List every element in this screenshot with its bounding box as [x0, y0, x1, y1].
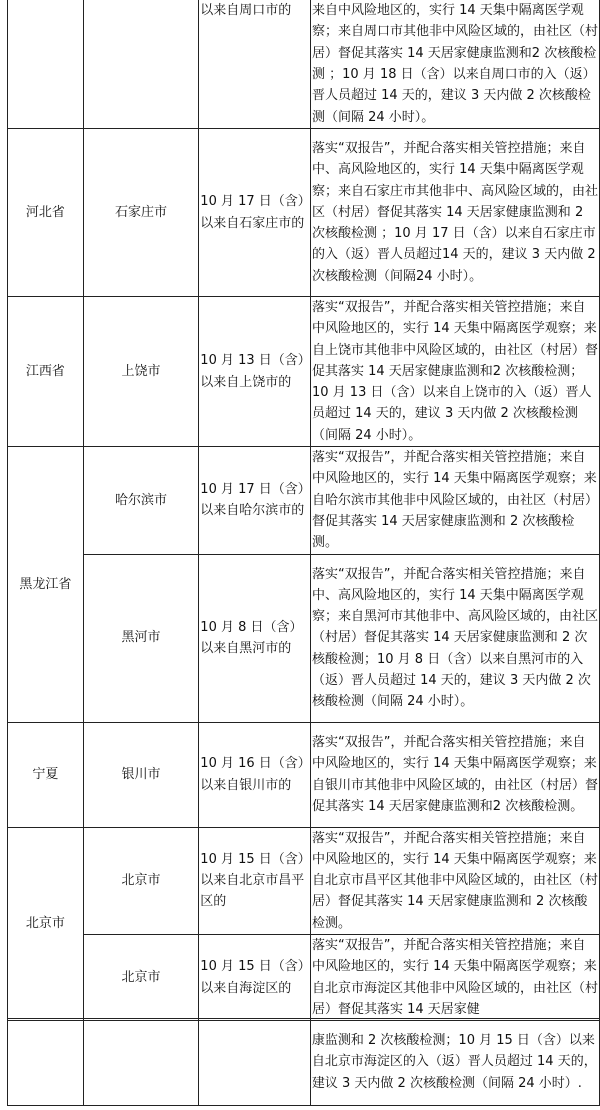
measures-cell: 落实“双报告”，并配合落实相关管控措施；来自中风险地区的，实行 14 天集中隔离医学观察；来自银川市其他非中风险区域的，由社区（村居）督促其落实 14 天居家健康监测和2 次核酸检测。 — [311, 722, 600, 827]
table-row — [8, 935, 600, 1021]
policy-table-part1 — [7, 0, 600, 1021]
city-cell — [83, 0, 199, 129]
table-row — [8, 554, 600, 722]
city-cell: 银川市 — [83, 722, 199, 827]
measures-cell: 落实“双报告”，并配合落实相关管控措施；来自中、高风险地区的，实行 14 天集中隔离医学观察；来自石家庄市其他非中、高风险区域的，由社区（村居）督促其落实 14 天居家健康监测和 2 次核酸检测 ；10 月 17 日（含）以来自石家庄市的入（返）晋人员超过14 天的，建议 3 天内做 2 次核酸检测（间隔24 小时）。 — [311, 129, 600, 297]
table-row — [8, 1019, 600, 1106]
table-row — [8, 447, 600, 554]
city-cell — [83, 1019, 199, 1106]
date-scope-cell: 10 月 15 日（含）以来自海淀区的 — [199, 935, 311, 1021]
province-cell: 江西省 — [8, 297, 84, 447]
date-scope-cell: 10 月 8 日（含）以来自黑河市的 — [199, 554, 311, 722]
measures-cell: 康监测和 2 次核酸检测；10 月 15 日（含）以来自北京市海淀区的入（返）晋人员超过 14 天的，建议 3 天内做 2 次核酸检测（间隔 24 小时）. — [310, 1019, 599, 1106]
measures-cell: 落实“双报告”，并配合落实相关管控措施；来自中风险地区的，实行 14 天集中隔离医学观察；来自北京市海淀区其他非中风险区域的，由社区（村居）督促其落实 14 天居家健 — [311, 935, 600, 1021]
measures-cell: 落实“双报告”，并配合落实相关管控措施；来自中风险地区的，实行 14 天集中隔离医学观察；来自北京市昌平区其他非中风险区域的，由社区（村居）督促其落实 14 天居家健康监测和 2 次核酸检测。 — [311, 827, 600, 934]
province-cell: 河北省 — [8, 129, 84, 297]
date-scope-cell — [199, 1019, 311, 1106]
measures-cell: 来自中风险地区的，实行 14 天集中隔离医学观察；来自周口市其他非中风险区域的，由社区（村居）督促其落实 14 天居家健康监测和2 次核酸检测 ；10 月 18 日（含）以来自周口市的入（返）晋人员超过 14 天的，建议 3 天内做 2 次核酸检测（间隔 24 小时）。 — [311, 0, 600, 129]
city-cell: 上饶市 — [83, 297, 199, 447]
province-cell — [8, 1019, 84, 1106]
measures-cell: 落实“双报告”，并配合落实相关管控措施；来自中、高风险地区的，实行 14 天集中隔离医学观察；来自黑河市其他非中、高风险区域的，由社区（村居）督促其落实 14 天居家健康监测和 2 次核酸检测；10 月 8 日（含）以来自黑河市的入（返）晋人员超过 14 天的，建议 3 天内做 2 次核酸检测（间隔 24 小时）。 — [311, 554, 600, 722]
province-cell: 宁夏 — [8, 722, 84, 827]
table-row — [8, 827, 600, 934]
city-cell: 北京市 — [83, 827, 199, 934]
policy-table-part2 — [7, 1018, 600, 1106]
measures-cell: 落实“双报告”，并配合落实相关管控措施；来自中风险地区的，实行 14 天集中隔离医学观察；来自上饶市其他非中风险区域的，由社区（村居）督促其落实 14 天居家健康监测和2 次核酸检测；10 月 13 日（含）以来自上饶市的入（返）晋人员超过 14 天的，建议 3 天内做 2 次核酸检测（间隔 24 小时）。 — [311, 297, 600, 447]
date-scope-cell: 10 月 17 日（含）以来自哈尔滨市的 — [199, 447, 311, 554]
province-cell — [8, 0, 84, 129]
date-scope-cell: 以来自周口市的 — [199, 0, 311, 129]
table-row — [8, 722, 600, 827]
table-row — [8, 297, 600, 447]
city-cell: 哈尔滨市 — [83, 447, 199, 554]
city-cell: 黑河市 — [83, 554, 199, 722]
province-cell: 北京市 — [8, 827, 84, 1021]
province-cell: 黑龙江省 — [8, 447, 84, 722]
date-scope-cell: 10 月 15 日（含）以来自北京市昌平区的 — [199, 827, 311, 934]
table-row — [8, 0, 600, 129]
date-scope-cell: 10 月 17 日（含）以来自石家庄市的 — [199, 129, 311, 297]
date-scope-cell: 10 月 16 日（含）以来自银川市的 — [199, 722, 311, 827]
city-cell: 石家庄市 — [83, 129, 199, 297]
city-cell: 北京市 — [83, 935, 199, 1021]
date-scope-cell: 10 月 13 日（含）以来自上饶市的 — [199, 297, 311, 447]
table-row — [8, 129, 600, 297]
measures-cell: 落实“双报告”，并配合落实相关管控措施；来自中风险地区的，实行 14 天集中隔离医学观察；来自哈尔滨市其他非中风险区域的，由社区（村居）督促其落实 14 天居家健康监测和 2 次核酸检测。 — [311, 447, 600, 554]
